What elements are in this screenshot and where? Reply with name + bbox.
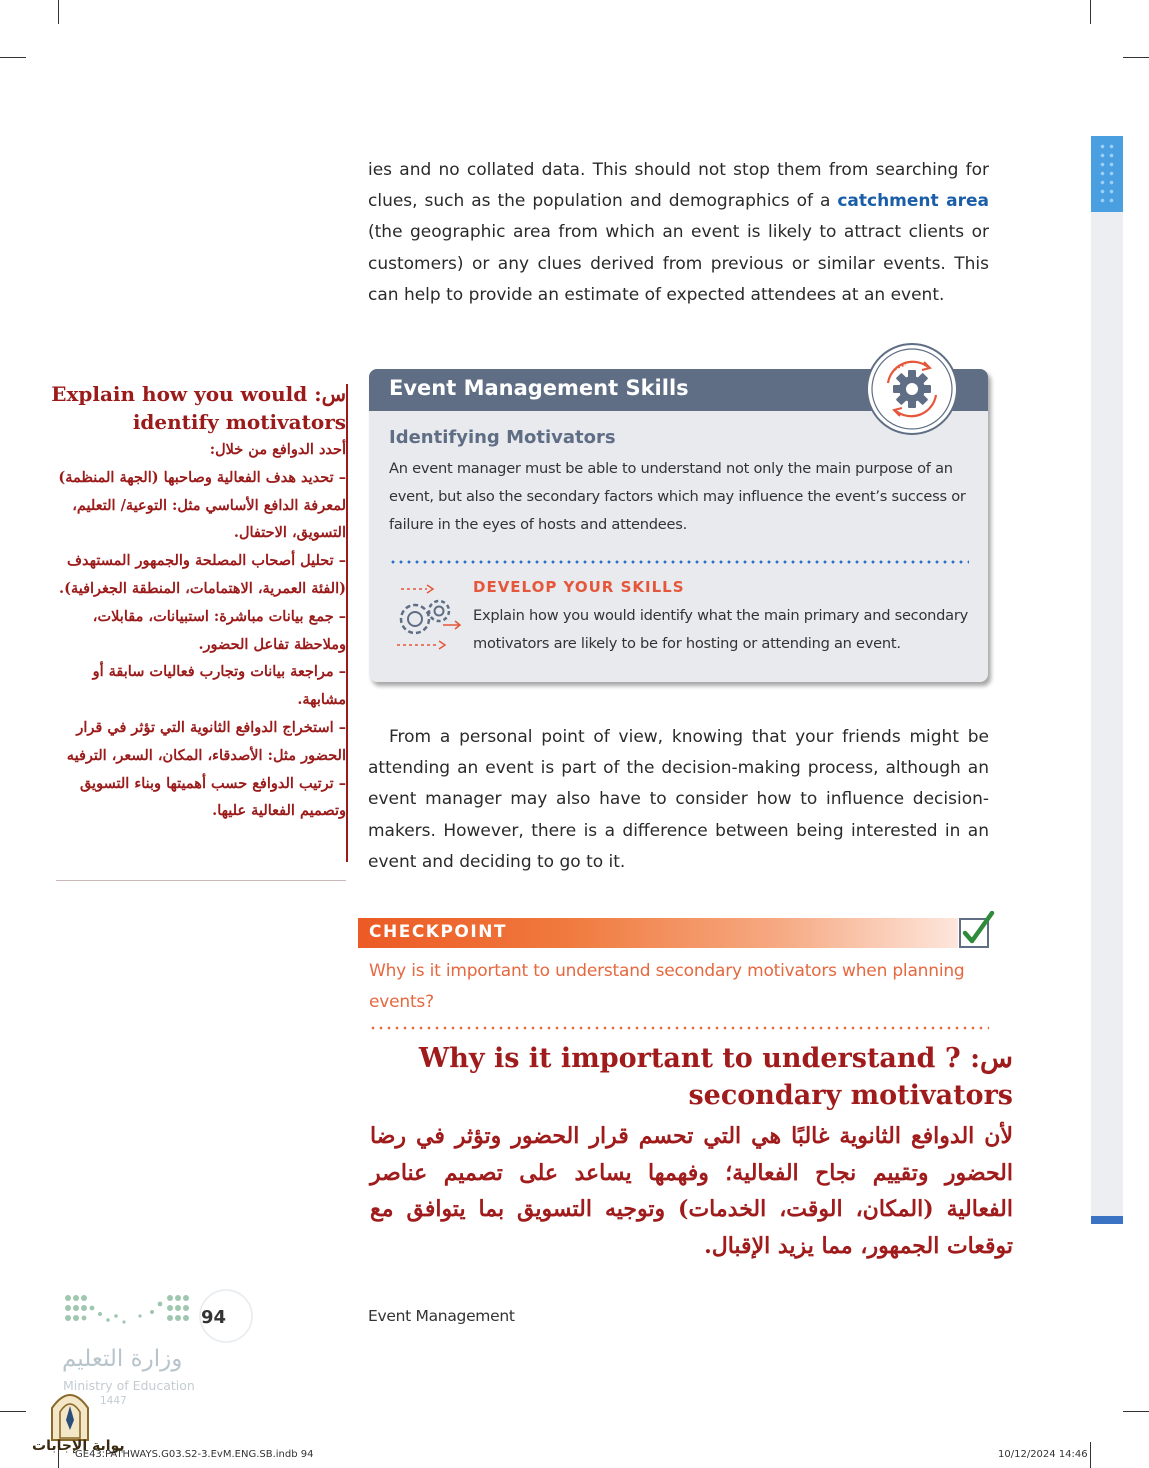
chapter-tab-strip [1091, 212, 1123, 1222]
checkpoint-label: CHECKPOINT [369, 922, 508, 942]
gears-arrows-icon [387, 581, 467, 653]
skills-box-title: Event Management Skills [389, 376, 689, 400]
develop-skills-title: DEVELOP YOUR SKILLS [473, 578, 685, 596]
watermark-logo-icon [46, 1388, 94, 1442]
body-text: (the geographic area from which an event is likely to attract clients or customers) or any clues derived from previous or similar events. This can help to provide an estimate of expected attendees at an event. [368, 222, 989, 305]
annotation-line: – تحديد هدف الفعالية وصاحبها (الجهة المنظمة) لمعرفة الدافع الأساسي مثل: التوعية/ التعليم، التسويق، الاحتفال. [58, 468, 346, 542]
ministry-logo-dots-icon [60, 1286, 256, 1346]
crop-mark [58, 0, 59, 24]
annotation-line: – مراجعة بيانات وتجارب فعاليات سابقة أو مشابهة. [92, 663, 346, 709]
page-number: 94 [201, 1307, 227, 1328]
body-text: ies and no collated data. This should not stop them from searching for clues, such as the population and demographics of a [368, 160, 989, 212]
body-paragraph-top [368, 155, 989, 311]
crop-mark [1123, 57, 1149, 58]
annotation-line: أحدد الدوافع من خلال: [209, 441, 346, 458]
crop-mark [1090, 0, 1091, 24]
skills-box-paragraph: An event manager must be able to understand not only the main purpose of an event, but also the secondary factors which may influence the event’s success or failure in the eyes of hosts and attendees. [389, 460, 966, 533]
annotation-bottom-question: س: Why is it important to understand ?secondary motivators [418, 1043, 1013, 1111]
crop-mark [1123, 1411, 1149, 1412]
annotation-left-question: س: Explain how you would identify motivators [51, 382, 346, 434]
annotation-line: – جمع بيانات مباشرة: استبيانات، مقابلات، وملاحظة تفاعل الحضور. [92, 607, 346, 653]
watermark-text: بوابة الإجابات [32, 1438, 125, 1454]
crop-mark [0, 1411, 26, 1412]
keyword-catchment-area: catchment area [837, 191, 989, 212]
body-paragraph-mid: From a personal point of view, knowing that your friends might be attending an event is part of the decision-making process, although an event manager may also have to consider how to influence decision-makers. However, there is a difference between being interested in an event and deciding to go to it. [368, 727, 989, 872]
checkbox-tick-icon [956, 911, 996, 951]
skills-box-subtitle: Identifying Motivators [389, 427, 616, 448]
crop-mark [0, 57, 26, 58]
ministry-year: 1447 [100, 1395, 127, 1407]
crop-mark [1090, 1442, 1091, 1468]
annotation-rule [56, 880, 346, 881]
annotation-line: – استخراج الدوافع الثانوية التي تؤثر في قرار الحضور مثل: الأصدقاء، المكان، السعر، الترفيه [66, 718, 346, 764]
annotation-line: – ترتيب الدوافع حسب أهميتها وبناء التسويق وتصميم الفعالية عليها. [79, 774, 346, 820]
checkpoint-bar [358, 918, 958, 948]
ministry-name-ar: وزارة التعليم [62, 1346, 183, 1372]
gear-cycle-icon [866, 343, 958, 435]
print-slug-file: GE43.PATHWAYS.G03.S2-3.EvM.ENG.SB.indb 94 [75, 1449, 314, 1460]
print-slug-date: 10/12/2024 14:46 [998, 1449, 1088, 1460]
dotted-divider [389, 560, 969, 564]
footer-book-title: Event Management [368, 1307, 515, 1325]
develop-skills-text: Explain how you would identify what the main primary and secondary motivators are likely to be for hosting or attending an event. [473, 607, 968, 652]
checkpoint-dotted-line [369, 1026, 989, 1030]
annotation-left [44, 380, 346, 825]
ministry-name-en: Ministry of Education [63, 1378, 195, 1393]
checkpoint-question: Why is it important to understand secondary motivators when planning events? [369, 961, 965, 1012]
chapter-tab-pattern [1098, 142, 1118, 206]
annotation-bar [346, 384, 348, 862]
annotation-line: – تحليل أصحاب المصلحة والجمهور المستهدف (الفئة العمرية، الاهتمامات، المنطقة الجغرافية). [59, 552, 346, 597]
annotation-bottom-answer: لأن الدوافع الثانوية غالبًا هي التي تحسم قرار الحضور وتؤثر في رضا الحضور وتقييم نجاح الفعالية؛ وفهمها يساعد على تصميم عناصر الفعالية (المكان، الوقت، الخدمات) وتوجيه التسويق بما يتوافق مع توقعات الجمهور، مما يزيد الإقبال. [370, 1123, 1013, 1259]
chapter-tab-marker [1091, 1216, 1123, 1224]
